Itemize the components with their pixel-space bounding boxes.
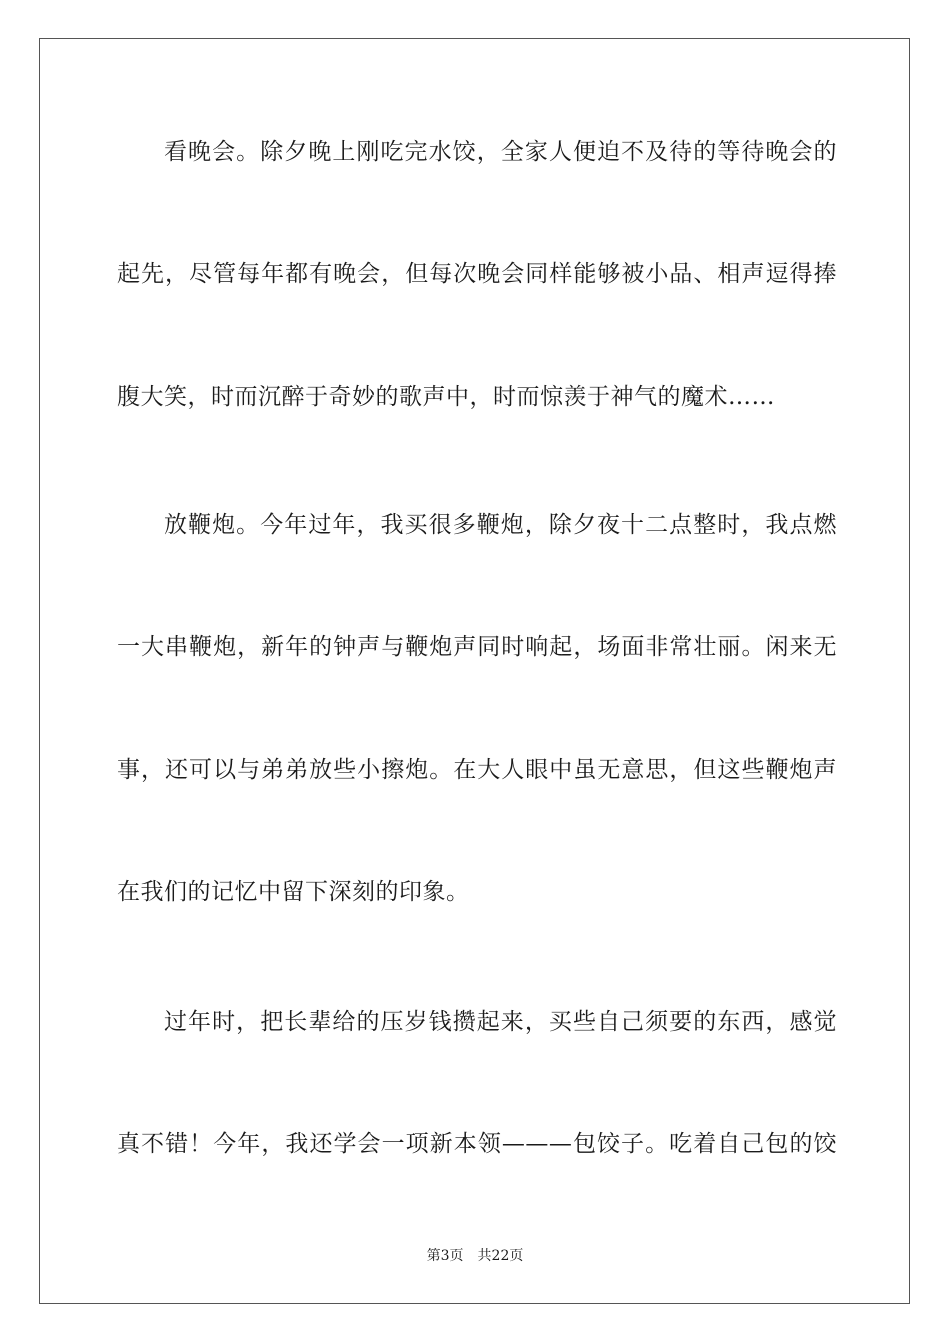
paragraph-2-line-2: 一大串鞭炮，新年的钟声与鞭炮声同时响起，场面非常壮丽。闲来无	[117, 634, 837, 660]
page-border	[39, 38, 910, 1304]
page-footer	[0, 1246, 950, 1266]
paragraph-1-line-1: 看晚会。除夕晚上刚吃完水饺，全家人便迫不及待的等待晚会的	[164, 139, 837, 165]
page-total: 共22页	[477, 1248, 524, 1264]
paragraph-3-line-1: 过年时，把长辈给的压岁钱攒起来，买些自己须要的东西，感觉	[164, 1009, 837, 1035]
paragraph-1-line-3: 腹大笑，时而沉醉于奇妙的歌声中，时而惊羡于神气的魔术……	[117, 384, 775, 410]
paragraph-2-line-1: 放鞭炮。今年过年，我买很多鞭炮，除夕夜十二点整时，我点燃	[164, 512, 837, 538]
page-number: 第3页	[426, 1248, 464, 1264]
paragraph-2-line-3: 事，还可以与弟弟放些小擦炮。在大人眼中虽无意思，但这些鞭炮声	[117, 757, 837, 783]
paragraph-2-line-4: 在我们的记忆中留下深刻的印象。	[117, 879, 470, 905]
paragraph-3-line-2: 真不错！今年，我还学会一项新本领———包饺子。吃着自己包的饺	[117, 1131, 837, 1157]
paragraph-1-line-2: 起先，尽管每年都有晚会，但每次晚会同样能够被小品、相声逗得捧	[117, 261, 837, 287]
